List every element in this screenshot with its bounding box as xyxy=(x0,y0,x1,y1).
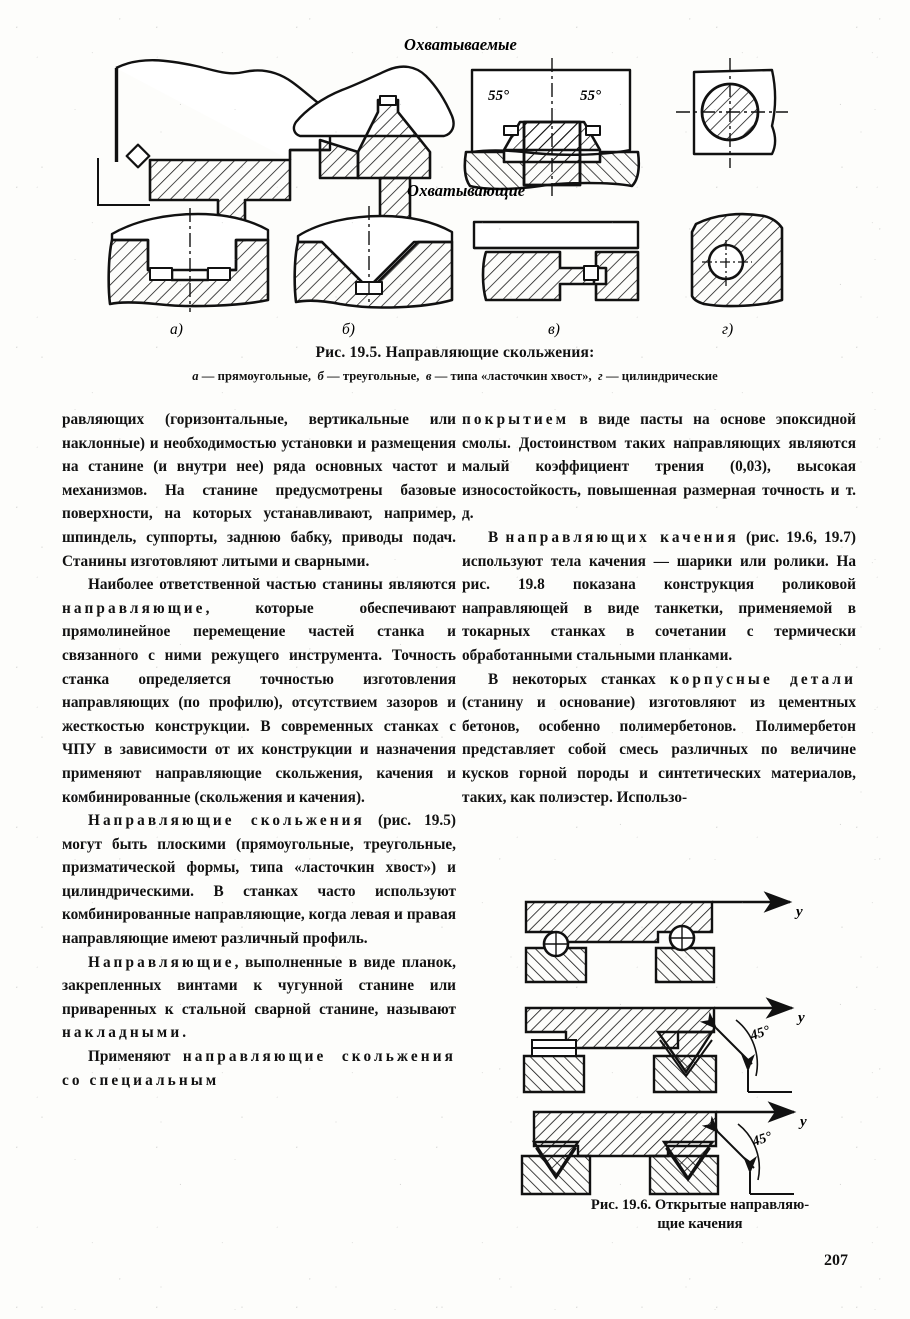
angle-label-55-right: 55° xyxy=(580,88,601,104)
part-letter-a: а) xyxy=(170,321,183,338)
paragraph-right-2: В направляющих качения (рис. 19.6, 19.7) используют тела качения — шарики или ролики. На рис. 19.8 показана конструкция роликовой направляющей в виде танкетки, применяемой в токарных станках в сочетании с термически обработанными стальными планками. xyxy=(462,528,856,664)
paragraph-left-5: Применяют направляющие скольжения со специальным xyxy=(62,1048,456,1089)
angle-label-45-1: 45° xyxy=(748,1023,772,1044)
figure-row-label-top: Охватываемые xyxy=(404,35,517,54)
figure-19-5 xyxy=(0,0,910,400)
rolling-guide-diagram-flat xyxy=(526,902,790,982)
drawing-triangular-female xyxy=(295,206,452,308)
rolling-guide-diagram-vee-45-a xyxy=(524,1008,792,1092)
angle-label-55-left: 55° xyxy=(488,88,509,104)
axis-label-y-1: y xyxy=(796,904,803,920)
paragraph-left-4: Направляющие, выполненные в виде планок, закрепленных винтами к чугунной станине или приваренных к стальной сварной станине, называют накладными. xyxy=(62,953,456,1042)
drawing-rectangular-female xyxy=(109,208,268,312)
body-text-right-column xyxy=(462,408,856,809)
paragraph-left-2: Наиболее ответственной частью станины являются направляющие, которые обеспечивают прямолинейное перемещение частей станка и связанного с ними режущего инструмента. Точность станка определяется точностью изготовления направляющих (по профилю), отсутствием зазоров и жесткостью конструкции. В современных станках с ЧПУ в зависимости от их конструкции и назначения применяют направляющие скольжения, качения и комбинированные (скольжения и качения). xyxy=(62,576,456,806)
figure-row-label-bottom: Охватывающие xyxy=(407,181,526,200)
axis-label-y-2: y xyxy=(798,1010,805,1026)
figure-19-5-caption-main: Рис. 19.5. Направляющие скольжения: xyxy=(315,344,595,361)
axis-label-y-3: y xyxy=(800,1114,807,1130)
drawing-cylindrical-female xyxy=(692,214,782,306)
figure-19-5-caption xyxy=(0,344,910,384)
figure-19-6-caption-line2: щие качения xyxy=(657,1216,743,1232)
drawing-rectangular-male xyxy=(98,60,330,240)
drawing-cylindrical-male xyxy=(676,58,788,168)
figure-19-6 xyxy=(500,880,900,1210)
part-letter-v: в) xyxy=(548,321,560,338)
rolling-guide-diagram-vee-45-b xyxy=(522,1112,794,1194)
paragraph-left-1: равляющих (горизонтальные, вертикальные или наклонные) и необходимостью установки и размещения на станине (и внутри нее) ряда основных частот и механизмов. На станине предусмотрены базовые поверхности, на которых устанавливают, например, шпиндель, суппорты, заднюю бабку, приводы подач. Станины изготовляют литыми и сварными. xyxy=(62,411,456,570)
paragraph-left-3: Направляющие скольжения (рис. 19.5) могут быть плоскими (прямоугольные, треугольные, призматической формы, типа «ласточкин хвост») и цилиндрическими. В станках часто используют комбинированные направляющие, когда левая и правая направляющие имеют различный профиль. xyxy=(62,812,456,948)
page-number: 207 xyxy=(824,1252,848,1269)
paragraph-right-1: покрытием в виде пасты на основе эпоксидной смолы. Достоинством таких направляющих являются малый коэффициент трения (0,03), высокая износостойкость, повышенная размерная точность и т. д. xyxy=(462,411,856,523)
paragraph-right-3: В некоторых станках корпусные детали (станину и основание) изготовляют из цементных бетонов, особенно полимербетонов. Полимербетон представляет собой смесь различных по величине кусков горной породы и синтетических материалов, таких, как полиэстер. Использо- xyxy=(462,670,856,806)
part-letter-g: г) xyxy=(722,321,734,338)
figure-19-5-caption-sub: а — прямоугольные, б — треугольные, в — типа «ласточкин хвост», г — цилиндрические xyxy=(192,369,718,383)
figure-19-6-caption-line1: Рис. 19.6. Открытые направляю- xyxy=(590,1197,810,1213)
angle-label-45-2: 45° xyxy=(750,1129,774,1150)
body-text-left-column xyxy=(62,408,456,1092)
drawing-dovetail-female xyxy=(474,222,638,300)
figure-19-6-caption xyxy=(500,1196,900,1234)
part-letter-b: б) xyxy=(342,321,355,338)
drawing-dovetail-male xyxy=(465,58,639,196)
